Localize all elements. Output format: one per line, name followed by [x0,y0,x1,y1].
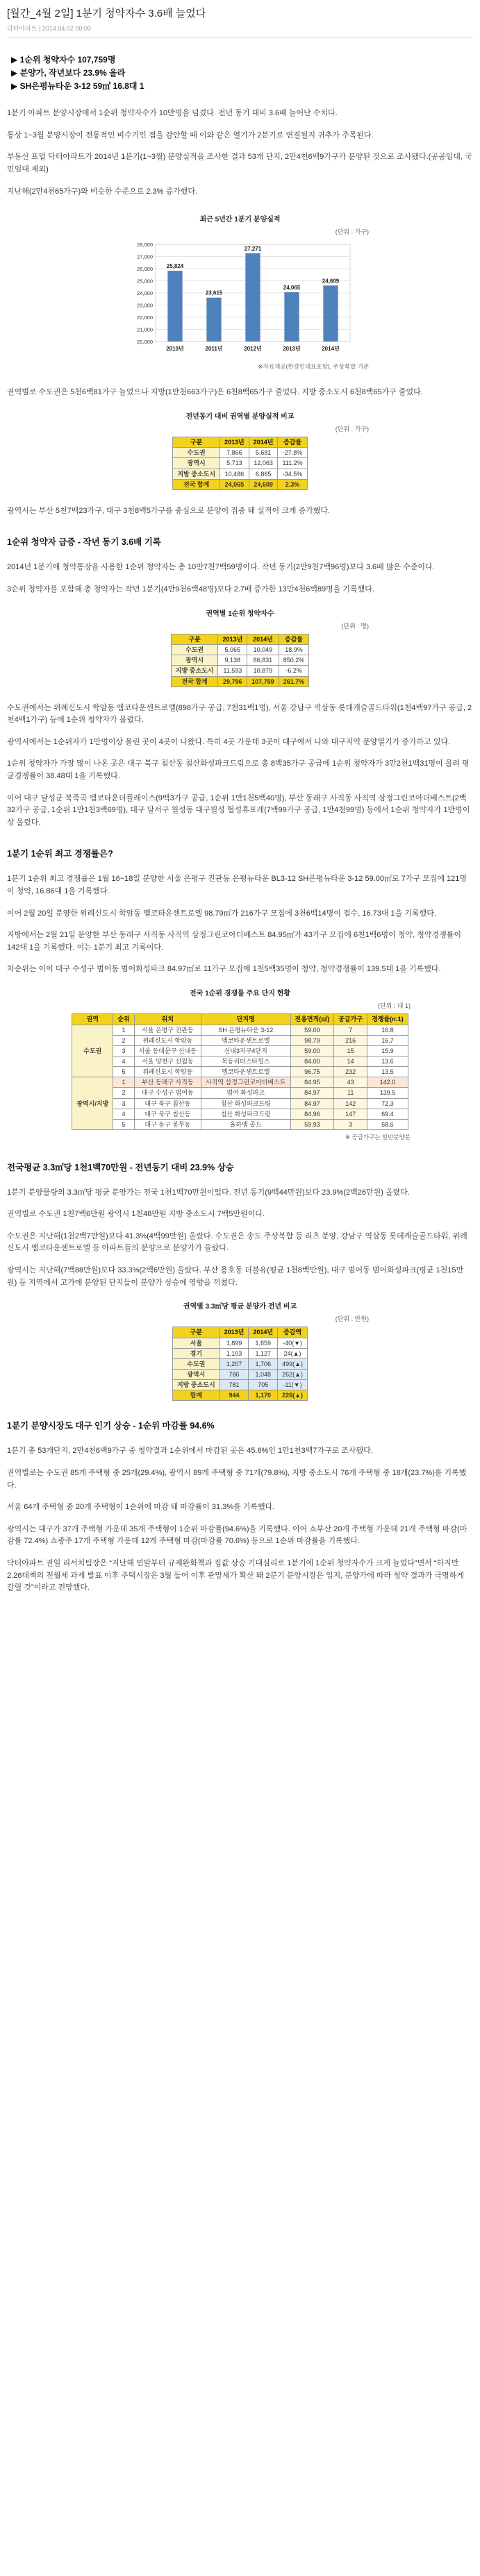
cell: 율하엠 골드 [201,1119,290,1129]
paragraph: 광역시는 대구가 37개 주택형 가운데 35개 주택형이 1순위 마감률(94.6%)을 기록했다. 이어 쇼부산 20개 주택형 가운데 21개 주택형 마감(마감률 72.4%) 쇼광주 17개 주택형 가운데 12개 주택형 마감(마감률 70.6%) 등으로 1순위 마감률을 기록했다. [7,1524,467,1546]
table-title: 권역별 3.3㎡당 평균 분양가 전년 비교 [183,1303,297,1311]
cell: 13.6 [367,1056,408,1066]
cell: 98.79 [290,1035,334,1045]
cell: 9,138 [218,655,247,666]
cell: -34.5% [278,469,307,479]
cell: 59.93 [290,1119,334,1129]
paragraph: 광역시에서는 1순위자가 1만명이상 몰린 곳이 4곳이 나왔다. 특히 4곳 가운데 3곳이 대구에서 나와 대구지역 분양열기가 증가하고 있다. [7,737,451,746]
data-table [172,1327,308,1401]
bar [167,271,182,342]
paragraph: 이어 대구 달성군 북죽곡 엠코타운더플레이스(9백3가구 공급, 1순위 1만1천5백40명), 부산 동래구 사직동 사직역 삼정그린코아더베스트(2백32가구 공급, 1순위 1만1천3백69명), 대구 달서구 월성동 대구월성 협성휴포레(7백99가구 공급, 1만4천99명) 등에서 1순위 청약자가 1만명이상 몰렸다. [7,793,470,827]
paragraph: 차순위는 이어 대구 수성구 범어동 범어화성파크 84.97㎡로 11가구 모집에 1천5백35명이 청약, 청약경쟁률이 139.5대 1을 기록했다. [7,965,441,974]
table-row [172,1370,307,1380]
cell: 3 [113,1045,134,1056]
cell: 10,879 [247,666,279,676]
cell: 72.3 [367,1098,408,1109]
cell: 111.2% [278,458,307,469]
paragraph: 권역별로 수도권은 5천6백81가구 늘었으나 지방(1만천663가구)은 6천8백65가구 줄었다. 지방 중소도시 6천8백65가구 줄었다. [7,388,423,397]
bar-value-label: 27,271 [244,245,261,252]
cell: 1 [113,1025,134,1035]
col-header: 단지명 [201,1014,290,1025]
cell: 엠코타운센트로엘 [201,1035,290,1045]
region-cell: 수도권 [72,1025,113,1077]
cell: 1,706 [249,1358,278,1369]
paragraph: 1분기 총 53개단지, 2만4천6백9가구 중 청약결과 1순위에서 마감된 곳은 45.6%인 1만1천3백7가구로 조사됐다. [7,1447,373,1456]
table-row [72,1088,408,1098]
cell: 232 [334,1067,367,1077]
y-tick-label: 23,000 [136,302,153,309]
cell: 2 [113,1035,134,1045]
cell: 84.97 [290,1088,334,1098]
chart-unit: (단위 : 가구) [335,228,369,236]
cell: 서울 동대문구 신내동 [134,1045,201,1056]
cell: 3 [113,1098,134,1109]
section-heading: 1분기 분양시장도 대구 인기 상승 - 1순위 마감률 94.6% [7,1421,215,1431]
table-row [72,1119,408,1129]
cell: 216 [334,1035,367,1045]
table-unit: (단위 : 명) [341,622,369,630]
col-header: 증감률 [279,634,309,644]
cell: 4 [113,1056,134,1066]
y-tick-label: 25,000 [136,278,153,285]
y-tick-label: 20,000 [136,338,153,345]
table-row [173,448,307,458]
cell: 7,866 [220,448,249,458]
cell: 14 [334,1056,367,1066]
region-cell: 광역시/지방 [72,1077,113,1130]
paragraph: 이어 2월 20일 분양한 위례신도시 학암동 엠코타운센트로엘 98.79㎡가 216가구 모집에 3천6백14명이 접수, 16.73대 1을 기록했다. [7,909,436,918]
cell: 서울 양천구 신월동 [134,1056,201,1066]
paragraph: 지방에서는 2월 21일 분양한 부산 동래구 사직동 사직역 삼정그린코아더베스트 84.95㎡가 43가구 모집에 6천1백6명이 청약, 청약경쟁률이 142대 1을 기록했다. 이는 1분기 최고 기록이다. [7,931,461,952]
table-row [172,1358,307,1369]
cell: 499(▲) [278,1358,308,1369]
section-heading: 1순위 청약자 급증 - 작년 동기 3.6배 기록 [7,537,161,548]
table-row [173,458,307,469]
cell: 16.8 [367,1025,408,1035]
cell: 수도권 [172,1358,220,1369]
cell: 엠코타운센트로엘 [201,1067,290,1077]
y-tick-label: 27,000 [136,253,153,260]
paragraph: 권역별로 수도권 1천7백6만원 광역시 1천48만원 지방 중소도시 7백5만원이다. [7,1210,265,1219]
cell: 1,103 [220,1348,249,1358]
cell: 10,486 [220,469,249,479]
cell: 4 [113,1109,134,1119]
col-header: 2013년 [220,437,249,448]
summary-line: ▶ 1순위 청약자수 107,759명 [11,55,116,65]
cell: 262(▲) [278,1370,308,1380]
data-table [72,1013,408,1130]
cell: 10,049 [247,645,279,655]
cell: 944 [220,1390,249,1401]
cell: 16.7 [367,1035,408,1045]
data-table [172,437,307,490]
cell: 139.5 [367,1088,408,1098]
col-header: 2014년 [247,634,279,644]
col-header: 공급가구 [334,1014,367,1025]
cell: 43 [334,1077,367,1088]
paragraph: 권역별로는 수도권 85개 주택형 중 25개(29.4%), 광역시 89개 주택형 중 71개(79.8%), 지방 중소도시 76개 주택형 중 18개(23.7%)를 기록했다. [7,1469,467,1490]
cell: 850.2% [279,655,309,666]
cell: 226(▲) [278,1390,308,1401]
cell: 15.9 [367,1045,408,1056]
cell: 사직역 삼정그린코아더베스트 [201,1077,290,1088]
cell: 7 [334,1025,367,1035]
col-header: 경쟁률(n:1) [367,1014,408,1025]
cell: 69.4 [367,1109,408,1119]
table-row [72,1045,408,1056]
paragraph: 광역시는 지난해(7백88만원)보다 33.3%(2백6만원) 올랐다. 부산 용호동 더블유(평균 1천8백만원), 대구 범어동 범어화성파크(평균 1천15만원) 등 지역에서 고가에 분양된 단지들이 분양가 상승에 영향을 끼쳤다. [7,1265,464,1287]
table-row [72,1109,408,1119]
paragraph: 1분기 아파트 분양시장에서 1순위 청약자수가 10만명을 넘겼다. 전년 동기 대비 3.6배 늘어난 수치다. [7,109,338,118]
paragraph: 지난해(2만4천65가구)와 비슷한 수준으로 2.3% 증가했다. [7,187,198,196]
table-row [72,1098,408,1109]
byline: 닥터아파트 | 2014.04.02 00:00 [7,24,473,38]
col-header: 증감액 [278,1327,308,1338]
table-row [172,1380,307,1390]
cell: 13.5 [367,1067,408,1077]
y-tick-label: 24,000 [136,289,153,296]
summary-line: ▶ SH은평뉴타운 3-12 59㎡ 16.8대 1 [11,81,144,91]
cell: 58.6 [367,1119,408,1129]
table-first-priority [7,609,473,687]
cell: 수도권 [173,448,220,458]
bar-value-label: 24,065 [283,284,300,291]
cell: 107,759 [247,676,279,687]
cell: -6.2% [279,666,309,676]
paragraph: 광역시는 부산 5천7백23가구, 대구 3천8백5가구를 중심으로 분양이 집중 돼 실적이 크게 증가했다. [7,506,331,515]
table-row [72,1067,408,1077]
table-title: 전국 1순위 경쟁률 주요 단지 현황 [189,990,291,997]
cell: 광역시 [172,1370,220,1380]
paragraph: 수도권에서는 위례신도시 학암동 엠코타운센트로엘(898가구 공급, 7천31백1명), 서울 강남구 역삼동 롯데캐슬골드타워(1천4백97가구 공급, 2천4백1가구) 등에 1순위 청약자가 몰렸다. [7,703,472,725]
cell: 84.95 [290,1077,334,1088]
y-tick-label: 28,000 [136,241,153,248]
cell: 24(▲) [278,1348,308,1358]
cell: 6,865 [249,469,278,479]
table-row [173,469,307,479]
paragraph: 서울 64개 주택형 중 20개 주택형이 1순위에 마감 돼 마감률이 31.3%를 기록했다. [7,1503,275,1512]
cell: 대구 북구 침산동 [134,1109,201,1119]
cell: 12,063 [249,458,278,469]
cell: 5 [113,1067,134,1077]
cell: 59.00 [290,1025,334,1035]
table-unit: (단위 : 대 1) [377,1002,411,1009]
paragraph: 1순위 청약자가 가장 많이 나온 곳은 대구 북구 침산동 침산화성파크드림으로 총 8백35가구 공급에 1순위 청약자가 3만2천1백31명이 몰려 평균경쟁률이 38.48대 1을 기록했다. [7,759,470,781]
x-tick-label: 2010년 [165,345,184,352]
table-title: 전년동기 대비 권역별 분양실적 비교 [185,412,295,421]
cell: 전국 합계 [171,676,218,687]
paragraph: 수도권은 지난해(1천2백7만원)보다 41.3%(4백99만원) 올랐다. 수도권은 송도 주상복합 등 리츠 분양, 강남구 역삼동 롯데캐슬골드타워, 위례신도시 엠코타운센트로엘 등 아파트들의 분양으로 분양가가 올랐다. [7,1231,467,1253]
table-unit: (단위 : 만원) [335,1315,369,1323]
cell: -27.8% [278,448,307,458]
cell: 지방 중소도시 [171,666,218,676]
cell: 1,170 [249,1390,278,1401]
table-row [171,666,308,676]
cell: 대구 동구 봉무동 [134,1119,201,1129]
cell: 범어 화성파크 [201,1088,290,1098]
table-row [171,655,308,666]
cell: 142 [334,1098,367,1109]
cell: 1,048 [249,1370,278,1380]
cell: 위례신도시 학암동 [134,1067,201,1077]
cell: 96.75 [290,1067,334,1077]
cell: 합계 [172,1390,220,1401]
paragraph: 1분기 1순위 최고 경쟁률은 1월 16~18일 분양한 서울 은평구 진관동 은평뉴타운 BL3-12 SH은평뉴타운 3-12 59.00㎡로 7가구 모집에 121명이 청약, 16.86대 1을 기록했다. [7,875,467,896]
table-note: ※ 공급가구는 일반분양분 [345,1133,411,1140]
paragraph: 2014년 1분기에 청약통장을 사용한 1순위 청약자는 총 10만7천7백59명이다. 작년 동기(2만9천7백96명)보다 3.6배 많은 수준이다. [7,563,435,572]
cell: 86,831 [247,655,279,666]
section-heading: 1분기 1순위 최고 경쟁률은? [7,849,113,859]
data-table [171,634,309,687]
cell: 광역시 [173,458,220,469]
cell: 261.7% [279,676,309,687]
table-row [72,1035,408,1045]
cell: 24,065 [220,479,249,489]
cell: 786 [220,1370,249,1380]
cell: 5,681 [249,448,278,458]
cell: 11,593 [218,666,247,676]
chart-figure [7,214,473,371]
cell: 2.3% [278,479,307,489]
bar [323,285,338,342]
bar [206,297,221,341]
bar [245,253,260,341]
cell: -11(▼) [278,1380,308,1390]
col-header: 증감률 [278,437,307,448]
cell: 지방 중소도시 [172,1380,220,1390]
chart-source-note: ※자료제공(한강인대표포함), 주상복합 기준 [258,362,369,370]
col-header: 위치 [134,1014,201,1025]
cell: 1,859 [249,1338,278,1348]
col-header: 권역 [72,1014,113,1025]
bar-value-label: 24,609 [322,277,339,284]
cell: 전국 합계 [173,479,220,489]
cell: 705 [249,1380,278,1390]
section-heading: 전국평균 3.3㎡당 1천1백70만원 - 전년동기 대비 23.9% 상승 [7,1162,234,1172]
table-price-comparison [7,1302,473,1401]
cell: 3 [334,1119,367,1129]
cell: 목동리더스타힐스 [201,1056,290,1066]
col-header: 구분 [171,634,218,644]
col-header: 2014년 [249,437,278,448]
cell: 대구 북구 침산동 [134,1098,201,1109]
table-row-total [173,479,307,489]
table-row-total [172,1390,307,1401]
table-row [172,1338,307,1348]
bar [284,292,299,341]
cell: 부산 동래구 사직동 [134,1077,201,1088]
cell: 서울 [172,1338,220,1348]
cell: 신내3지구4단지 [201,1045,290,1056]
cell: 서울 은평구 진관동 [134,1025,201,1035]
cell: 수도권 [171,645,218,655]
cell: 781 [220,1380,249,1390]
article-title: [월간_4월 2일] 1분기 청약자수 3.6배 늘었다 [7,8,206,19]
cell: -40(▼) [278,1338,308,1348]
chart-title: 최근 5년간 1분기 분양실적 [199,216,281,224]
bar-value-label: 23,615 [205,289,222,296]
col-header: 순위 [113,1014,134,1025]
cell: 1,127 [249,1348,278,1358]
cell: 11 [334,1088,367,1098]
paragraph: 닥터아파트 권일 리서치팀장은 “지난해 연말부터 규제완화책과 집값 상승 기대심리로 1분기에 1순위 청약자수가 크게 늘었다”면서 “하지만 2.26대책의 전월세 과세 발표 이후 주택시장은 3월 들어 이후 관망세가 확산 돼 2분기 분양시장은 입지, 분양가에 따라 청약 결과가 극명하게 갈릴 것”이라고 전망했다. [7,1559,464,1592]
x-tick-label: 2014년 [321,345,340,352]
cell: 광역시 [171,655,218,666]
y-tick-label: 22,000 [136,314,153,321]
cell: 5,713 [220,458,249,469]
cell: 지방 중소도시 [173,469,220,479]
cell: 침산 화성파크드림 [201,1109,290,1119]
table-unit: (단위 : 가구) [335,425,369,432]
col-header: 전용면적(㎡) [290,1014,334,1025]
cell: 1,207 [220,1358,249,1369]
cell: SH 은평뉴타운 3-12 [201,1025,290,1035]
summary-box [11,53,473,92]
cell: 84.97 [290,1098,334,1109]
col-header: 구분 [172,1327,220,1338]
table-row [72,1025,408,1035]
cell: 84.96 [290,1109,334,1119]
table-row-total [171,676,308,687]
table-row [172,1348,307,1358]
summary-line: ▶ 분양가, 작년보다 23.9% 올라 [11,67,126,78]
cell: 경기 [172,1348,220,1358]
x-tick-label: 2011년 [204,345,223,352]
cell: 147 [334,1109,367,1119]
y-tick-label: 26,000 [136,265,153,272]
table-regional-supply [7,412,473,490]
cell: 5 [113,1119,134,1129]
x-tick-label: 2012년 [243,345,262,352]
x-tick-label: 2013년 [282,345,301,352]
col-header: 2013년 [218,634,247,644]
paragraph: 부동산 포털 닥터아파트가 2014년 1분기(1~3월) 분양실적을 조사한 결과 53개 단지, 2만4천6백9가구가 분양된 것으로 조사됐다.(공공임대, 국민임대 제외) [7,153,472,174]
col-header: 2014년 [249,1327,278,1338]
cell: 침산 화성파크드림 [201,1098,290,1109]
cell: 위례신도시 학암동 [134,1035,201,1045]
cell: 1,899 [220,1338,249,1348]
cell: 29,796 [218,676,247,687]
cell: 5,065 [218,645,247,655]
table-row [171,645,308,655]
y-tick-label: 21,000 [136,326,153,333]
cell: 18.9% [279,645,309,655]
table-row [72,1056,408,1066]
cell: 2 [113,1088,134,1098]
bar-chart [122,237,358,362]
col-header: 구분 [173,437,220,448]
col-header: 2013년 [220,1327,249,1338]
cell: 15 [334,1045,367,1056]
table-row [72,1077,408,1088]
cell: 59.00 [290,1045,334,1056]
bar-value-label: 25,824 [166,262,183,269]
table-title: 권역별 1순위 청약자수 [206,609,274,618]
cell: 142.0 [367,1077,408,1088]
cell: 1 [113,1077,134,1088]
table-top-competition [7,988,473,1143]
paragraph: 3순위 청약자를 포함해 총 청약자는 작년 1분기(4만9천6백48명)보다 2.7배 증가한 13만4천6백89명을 기록했다. [7,585,374,594]
paragraph: 1분기 분양물량의 3.3㎡당 평균 분양가는 전국 1천1백70만원이었다. 전년 동기(9백44만원)보다 23.9%(2백26만원) 올랐다. [7,1188,410,1197]
cell: 84.00 [290,1056,334,1066]
paragraph: 통상 1~3월 분양시장이 전통적인 비수기인 점을 감안할 때 이와 같은 열기가 2분기로 연결될지 귀추가 주목된다. [7,131,374,140]
cell: 대구 수성구 범어동 [134,1088,201,1098]
cell: 24,609 [249,479,278,489]
